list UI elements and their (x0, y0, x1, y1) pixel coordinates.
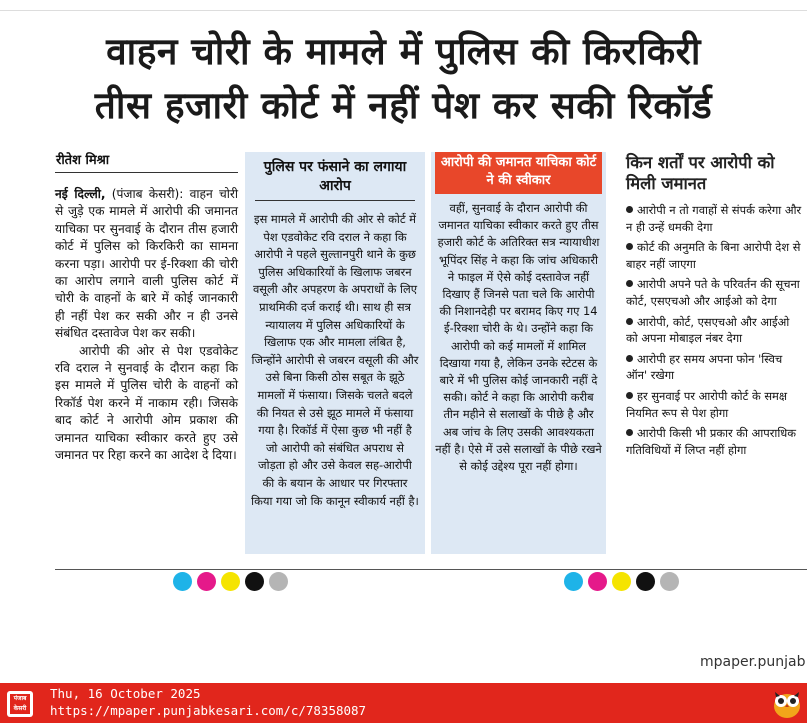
condition-item: आरोपी, कोर्ट, एसएचओ और आईओ को अपना मोबाइल नंबर देगा (626, 314, 790, 346)
bullet-icon (626, 206, 633, 213)
byline-rule (55, 172, 238, 173)
reg-dot-magenta (588, 572, 607, 591)
reg-dot-black (245, 572, 264, 591)
reg-dot-yellow (221, 572, 240, 591)
condition-item: आरोपी अपने पते के परिवर्तन की सूचना कोर्ट, एसएचओ और आईओ को देगा (626, 277, 800, 308)
watermark: mpaper.punjab (700, 654, 806, 670)
condition-item: आरोपी हर समय अपना फोन 'स्विच ऑन' रखेगा (626, 351, 783, 383)
logo-text: पंजाब केसरी (10, 694, 30, 714)
bail-conditions (626, 152, 804, 462)
reg-dot-cyan (564, 572, 583, 591)
article-para-2: आरोपी की ओर से पेश एडवोकेट रवि दराल ने सुनवाई के दौरान कहा कि इस मामले में पुलिस चोरी के वाहनों को रिकॉर्ड पेश करने में नाकाम रही। जिसके बाद कोर्ट ने आरोपी ओम प्रकाश की जमानत याचिका स्वीकार करते हुए उसे जमानत पर रिहा करने का आदेश दे दिया। (55, 343, 238, 463)
owl-mascot-icon (770, 686, 804, 720)
article-para-1 (55, 186, 238, 343)
bullet-icon (626, 392, 633, 399)
reg-dot-grey (660, 572, 679, 591)
headline-line-1: वाहन चोरी के मामले में पुलिस की किरकिरी (106, 30, 701, 73)
reg-dot-black (636, 572, 655, 591)
bullet-icon (626, 318, 633, 325)
bullet-icon (626, 355, 633, 362)
sidebar-box-allegation (245, 152, 425, 554)
reg-dot-cyan (173, 572, 192, 591)
box-allegation-body: इस मामले में आरोपी की ओर से कोर्ट में पेश एडवोकेट रवि दराल ने कहा कि आरोपी ने पहले सुल्तानपुरी थाने के कुछ पुलिस अधिकारियों के खिलाफ जबरन वसूली और अपहरण के अपराधों के लिए प्राथमिकी दर्ज कराई थी। साथ ही सत्र न्यायालय में पुलिस अधिकारियों के खिलाफ एक और मामला लंबित है, जिन्होंने आरोपी से जबरन वसूली की और उसे बिना किसी ठोस सबूत के झूठे मामलों में फंसाया। जिसके चलते बदले की नियत से उसे झूठ मामले में फंसाया गया है। रिकॉर्ड में ऐसा कुछ भी नहीं है जो आरोपी को संबंधित अपराध से जोड़ता हो और उसे केवल सह-आरोपी की के बयान के आधार पर गिरफ्तार किया गया जो कि कानून स्वीकार्य नहीं है। (251, 212, 419, 508)
bullet-icon (626, 243, 633, 250)
sidebar-box-bail-accepted (431, 152, 606, 554)
box-bail-title: आरोपी की जमानत याचिका कोर्ट ने की स्वीकार (435, 152, 602, 194)
byline: रीतेश मिश्रा (56, 153, 110, 168)
box-bail-body: वहीं, सुनवाई के दौरान आरोपी की जमानत याचिका स्वीकार करते हुए तीस हजारी कोर्ट के अतिरिक्त सत्र न्यायाधीश भूपिंदर सिंह ने कहा कि जांच अधिकारी ने फाइल में ऐसे कोई दस्तावेज नहीं दिखाए हैं जिनसे पता चले कि आरोपी की निशानदेही पर बरामद किए गए 14 ई-रिक्शा चोरी के थे। उन्होंने कहा कि आरोपी को कई मामलों में शामिल दिखाया गया है, लेकिन उनके स्टेटस के बारे में भी पुलिस कोई जानकारी नहीं दे सकी। कोर्ट ने कहा कि आरोपी करीब तीन महीने से सलाखों के पीछे है और अब जांच के लिए उसकी आवश्यकता नहीं है। ऐसे में उसे सलाखों के पीछे रखने से कोई उद्देश्य पूरा नहीं होगा। (435, 201, 602, 474)
top-strip (0, 0, 807, 11)
headline-line-2: तीस हजारी कोर्ट में नहीं पेश कर सकी रिकॉर्ड (94, 84, 713, 127)
footer-url[interactable]: https://mpaper.punjabkesari.com/c/78358087 (50, 703, 367, 718)
condition-item: हर सुनवाई पर आरोपी कोर्ट के समक्ष नियमित रूप से पेश होगा (626, 388, 787, 420)
condition-item: आरोपी किसी भी प्रकार की आपराधिक गतिविधियों में लिप्त नहीं होगा (626, 426, 797, 457)
footer-date: Thu, 16 October 2025 (50, 686, 201, 701)
bullet-icon (626, 429, 633, 436)
condition-item: आरोपी न तो गवाहों से संपर्क करेगा और न ही उन्हें धमकी देगा (626, 203, 802, 234)
reg-dot-magenta (197, 572, 216, 591)
article-para-1-text: वाहन चोरी से जुड़े एक मामले में आरोपी की जमानत याचिका पर सुनवाई के दौरान तीस हजारी कोर्ट में पुलिस को किरकिरी का सामना करना पड़ा। आरोपी पर ई-रिक्शा की चोरी का आरोप लगाने वाली पुलिस कोर्ट में चोरी के वाहनों के बारे में कोई जानकारी ही नहीं पेश कर सकी और न ही उनसे संबंधित दस्तावेज पेश कर सकी। (55, 187, 239, 341)
bullet-icon (626, 280, 633, 287)
source: (पंजाब केसरी): (111, 187, 184, 201)
condition-item: कोर्ट की अनुमति के बिना आरोपी देश से बाहर नहीं जाएगा (626, 240, 801, 271)
conditions-title: किन शर्तों पर आरोपी को मिली जमानत (626, 153, 775, 193)
conditions-list (626, 202, 804, 458)
dateline: नई दिल्ली, (55, 187, 106, 201)
article-body (55, 186, 238, 465)
reg-dot-grey (269, 572, 288, 591)
reg-dot-yellow (612, 572, 631, 591)
footer-bar (0, 683, 807, 723)
box-allegation-title: पुलिस पर फंसाने का लगाया आरोप (255, 158, 415, 201)
bottom-rule (55, 569, 807, 570)
punjab-kesari-logo[interactable] (7, 691, 33, 717)
